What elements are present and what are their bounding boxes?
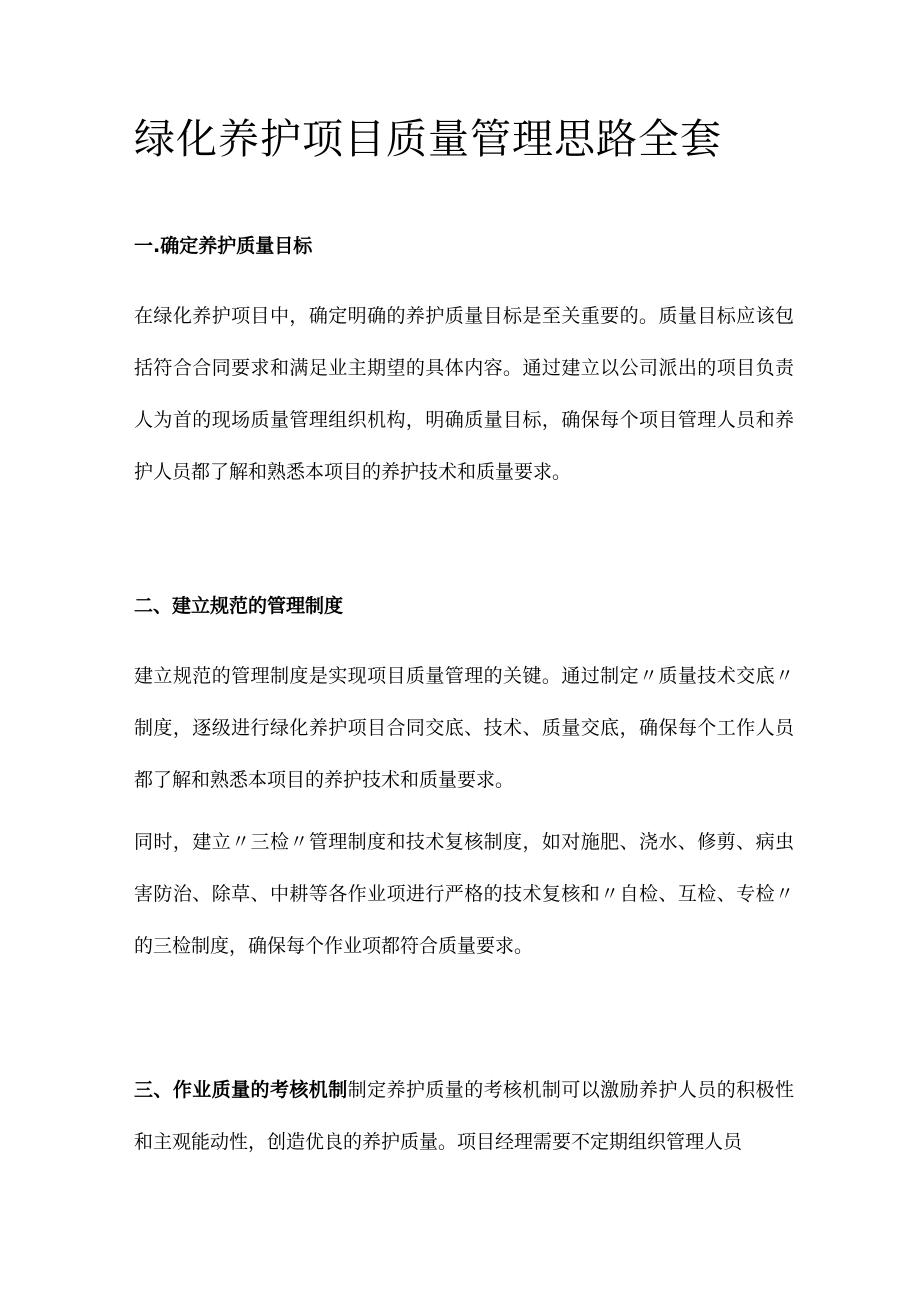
- section-2-paragraph-2: 同时，建立〃三检〃管理制度和技术复核制度，如对施肥、浇水、修剪、病虫害防治、除草、中耕等各作业项进行严格的技术复核和〃自检、互检、专检〃的三检制度，确保每个作业项都符合质量要求。: [134, 831, 794, 957]
- document-title: 绿化养护项目质量管理思路全套: [134, 115, 722, 163]
- section-2-paragraph-1: 建立规范的管理制度是实现项目质量管理的关键。通过制定〃质量技术交底〃制度，逐级进行绿化养护项目合同交底、技术、质量交底，确保每个工作人员都了解和熟悉本项目的养护技术和质量要求。: [134, 665, 794, 791]
- section-3-paragraph-1: 制定养护质量的考核机制可以激励养护人员的积极性和主观能动性，创造优良的养护质量。项目经理需要不定期组织管理人员: [134, 1079, 794, 1153]
- section-heading-3: 三、作业质量的考核机制: [134, 1079, 348, 1101]
- section-heading-2: 二、建立规范的管理制度: [134, 595, 344, 617]
- section-3-block: [134, 1064, 794, 1168]
- section-heading-1: 一.确定养护质量目标: [134, 235, 313, 257]
- section-1-paragraph-1: 在绿化养护项目中，确定明确的养护质量目标是至关重要的。质量目标应该包括符合合同要求和满足业主期望的具体内容。通过建立以公司派出的项目负责人为首的现场质量管理组织机构，明确质量目标，确保每个项目管理人员和养护人员都了解和熟悉本项目的养护技术和质量要求。: [134, 305, 794, 483]
